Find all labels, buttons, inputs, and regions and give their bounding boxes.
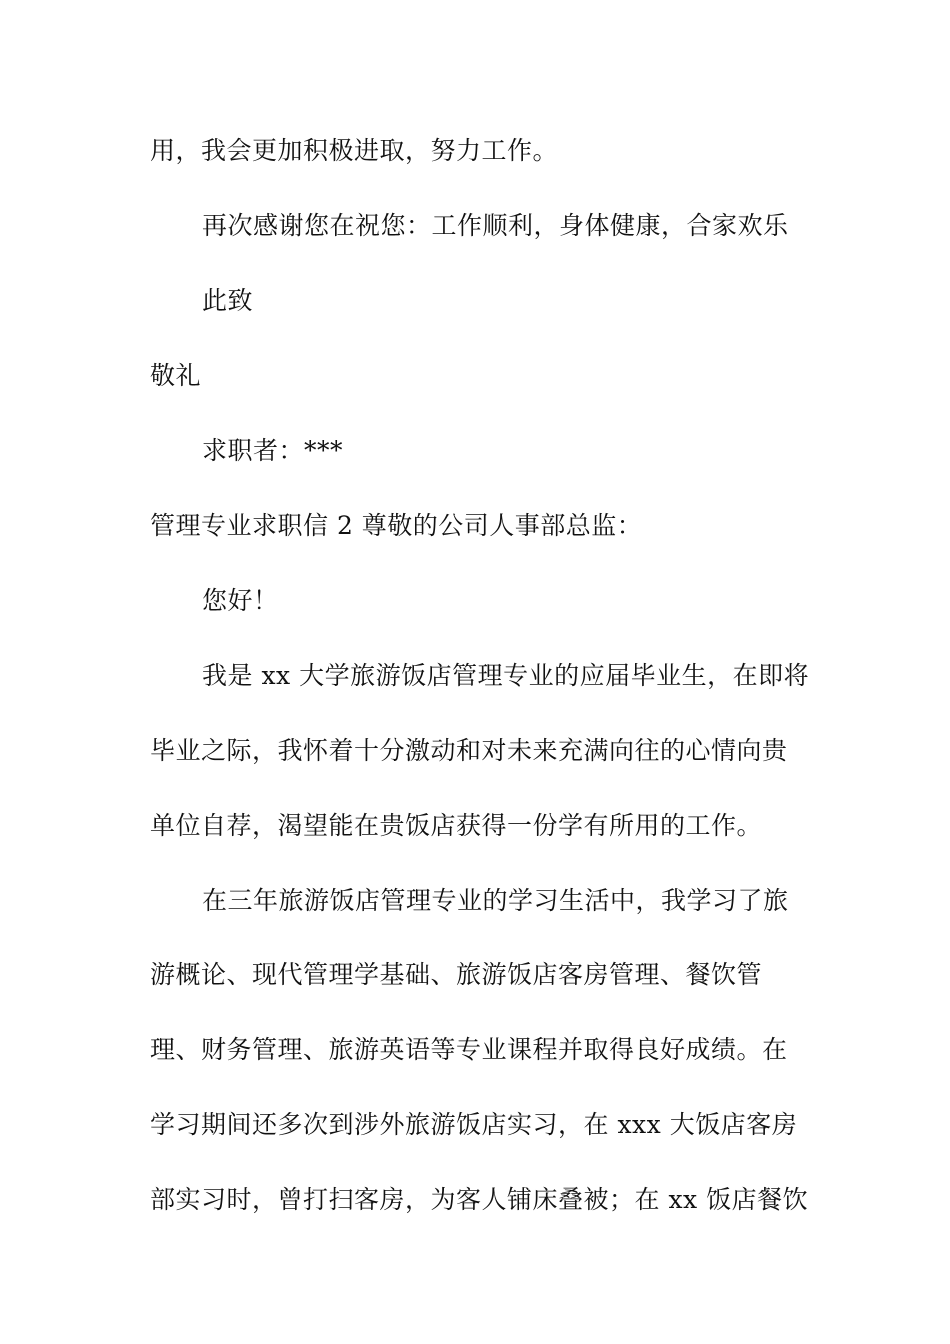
text-line: 游概论、现代管理学基础、旅游饭店客房管理、餐饮管 <box>150 960 763 989</box>
text-line: 您好！ <box>202 586 279 615</box>
text-line: 单位自荐，渴望能在贵饭店获得一份学有所用的工作。 <box>150 811 763 840</box>
text-line: 敬礼 <box>150 361 202 390</box>
text-line: 毕业之际，我怀着十分激动和对未来充满向往的心情向贵 <box>150 736 788 765</box>
text-line: 部实习时，曾打扫客房，为客人铺床叠被；在 xx 饭店餐饮 <box>150 1185 809 1214</box>
text-line: 我是 xx 大学旅游饭店管理专业的应届毕业生，在即将 <box>202 661 810 690</box>
text-line: 此致 <box>202 286 254 315</box>
text-line: 用，我会更加积极进取，努力工作。 <box>150 136 559 165</box>
text-line: 求职者：*** <box>202 436 344 465</box>
text-line: 理、财务管理、旅游英语等专业课程并取得良好成绩。在 <box>150 1035 788 1064</box>
text-line: 再次感谢您在祝您：工作顺利，身体健康，合家欢乐 <box>202 211 789 240</box>
text-line: 学习期间还多次到涉外旅游饭店实习，在 xxx 大饭店客房 <box>150 1110 798 1139</box>
text-line: 管理专业求职信 2 尊敬的公司人事部总监： <box>150 511 643 540</box>
text-line: 在三年旅游饭店管理专业的学习生活中，我学习了旅 <box>202 886 789 915</box>
